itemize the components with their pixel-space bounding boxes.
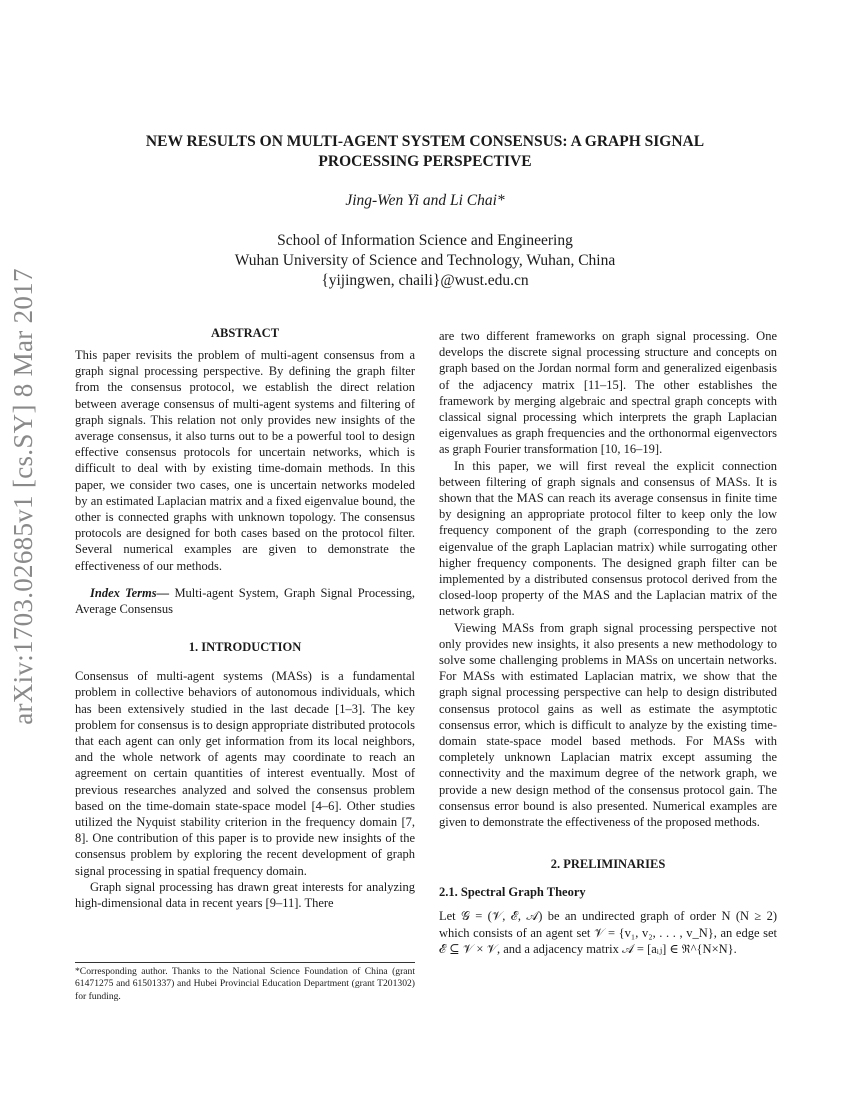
preliminaries-heading: 2. PRELIMINARIES <box>550 857 666 872</box>
affiliation-email: {yijingwen, chaili}@wust.edu.cn <box>321 272 529 289</box>
index-terms-list: Multi-agent System, Graph Signal Processing, Average Consensus <box>75 585 416 617</box>
left-column <box>75 325 415 911</box>
arxiv-identifier: arXiv:1703.02685v1 [cs.SY] 8 Mar 2017 <box>7 267 38 725</box>
intro-paragraph-2-continued: are two different frameworks on graph signal processing. One develops the discrete signal processing structure and concepts on graph based on the Jordan normal form and generalized eigenbasis of the adjacency matrix [11–15]. The other establishes the framework by merging algebraic and spectral graph concepts with classical signal processing which interprets the graph Laplacian eigenvalues as graph frequencies and the orthonormal eigenvectors as graph Fourier transformation [10, 16–19]. <box>439 329 777 457</box>
footnote: *Corresponding author. Thanks to the National Science Foundation of China (grant 61471275 and 61501337) and Hubei Provincial Education Department (grant T201302) for funding. <box>75 962 415 1003</box>
paper-title: NEW RESULTS ON MULTI-AGENT SYSTEM CONSENSUS: A GRAPH SIGNAL PROCESSING PERSPECTIVE <box>145 133 705 170</box>
intro-paragraph-1: Consensus of multi-agent systems (MASs) is a fundamental problem in collective behaviors of autonomous individuals, which has been extensively studied in the last decade [1–3]. The key problem for consensus is to design appropriate distributed protocols that each agent can only get information from its local neighbors, and the whole network of agents may coordinate to reach an agreement on certain quantities of interest eventually. Most of previous researches analyzed and solved the consensus problem based on the time-domain state-space model [4–6]. Other studies utilized the Nyquist stability criterion in the frequency domain [7, 8]. One contribution of this paper is to provide new insights of the consensus problem by exploring the recent development of graph signal processing in spatial frequency domain. <box>75 669 415 878</box>
spectral-graph-theory-heading: 2.1. Spectral Graph Theory <box>439 885 586 900</box>
intro-paragraph-4: Viewing MASs from graph signal processing perspective not only provides new insights, it also presents a new methodology to solve some challenging problems in MASs on uncertain networks. For MASs with estimated Laplacian matrix, we show that the graph signal processing perspective can help to design distributed consensus protocol gains as well as estimate the asymptotic consensus error, which is difficult to analyze by the existing time-domain state-space model based methods. For MASs with completely unknown Laplacian matrix except assuming the connectivity and the maximum degree of the network graph, we provide a new design method of the consensus protocol gain. The consensus error bound is also presented. Numerical examples are given to demonstrate the effectiveness of the proposed methods. <box>439 620 777 830</box>
intro-paragraph-2: Graph signal processing has drawn great interests for analyzing high-dimensional data in recent years [9–11]. There <box>75 879 415 911</box>
index-terms-label: Index Terms— <box>90 585 170 600</box>
introduction-heading: 1. INTRODUCTION <box>188 640 302 655</box>
affiliation-block <box>100 231 750 291</box>
index-terms <box>75 585 415 617</box>
affiliation-school: School of Information Science and Engineering <box>277 232 573 249</box>
preliminaries-text: Let 𝒢 = (𝒱, ℰ, 𝒜) be an undirected graph of order N (N ≥ 2) which consists of an agent set 𝒱 = {v₁, v₂, . . . , v_N}, an edge set ℰ ⊆ 𝒱 × 𝒱, and a adjacency matrix 𝒜 = [aᵢⱼ] ∈ ℜ^{N×N}. <box>439 909 777 956</box>
affiliation-university: Wuhan University of Science and Technology, Wuhan, China <box>234 252 616 269</box>
abstract-body: This paper revisits the problem of multi-agent consensus from a graph signal processing perspective. By defining the graph filter from the consensus protocol, we establish the direct relation between average consensus of multi-agent systems and filtering of graph signals. This relation not only provides new insights of the average consensus, it also turns out to be a powerful tool to design effective consensus protocols for uncertain networks, which is difficult to deal with by existing time-domain methods. In this paper, we consider two cases, one is uncertain networks modeled by an estimated Laplacian matrix and a fixed eigenvalue bound, the other is connected graphs with unknown topology. The consensus protocols are designed for both cases based on the protocol filter. Several numerical examples are given to demonstrate the effectiveness of our methods. <box>75 348 415 573</box>
paper-authors: Jing-Wen Yi and Li Chai* <box>345 192 505 209</box>
right-column <box>439 328 777 957</box>
intro-paragraph-3: In this paper, we will first reveal the explicit connection between filtering of graph signals and consensus of MASs. It is shown that the MAS can reach its average consensus in finite time by designing an appropriate protocol filter to keep only the low frequency component of the graph (corresponding to the zero eigenvalue of the graph Laplacian matrix) while surrogating other higher frequency components. The designed graph filter can be implemented by a distributed consensus protocol derived from the closed-loop property of the MAS and the Laplacian matrix of the network graph. <box>439 458 777 619</box>
abstract-heading: ABSTRACT <box>210 326 280 340</box>
arxiv-side-stamp <box>1 267 45 725</box>
